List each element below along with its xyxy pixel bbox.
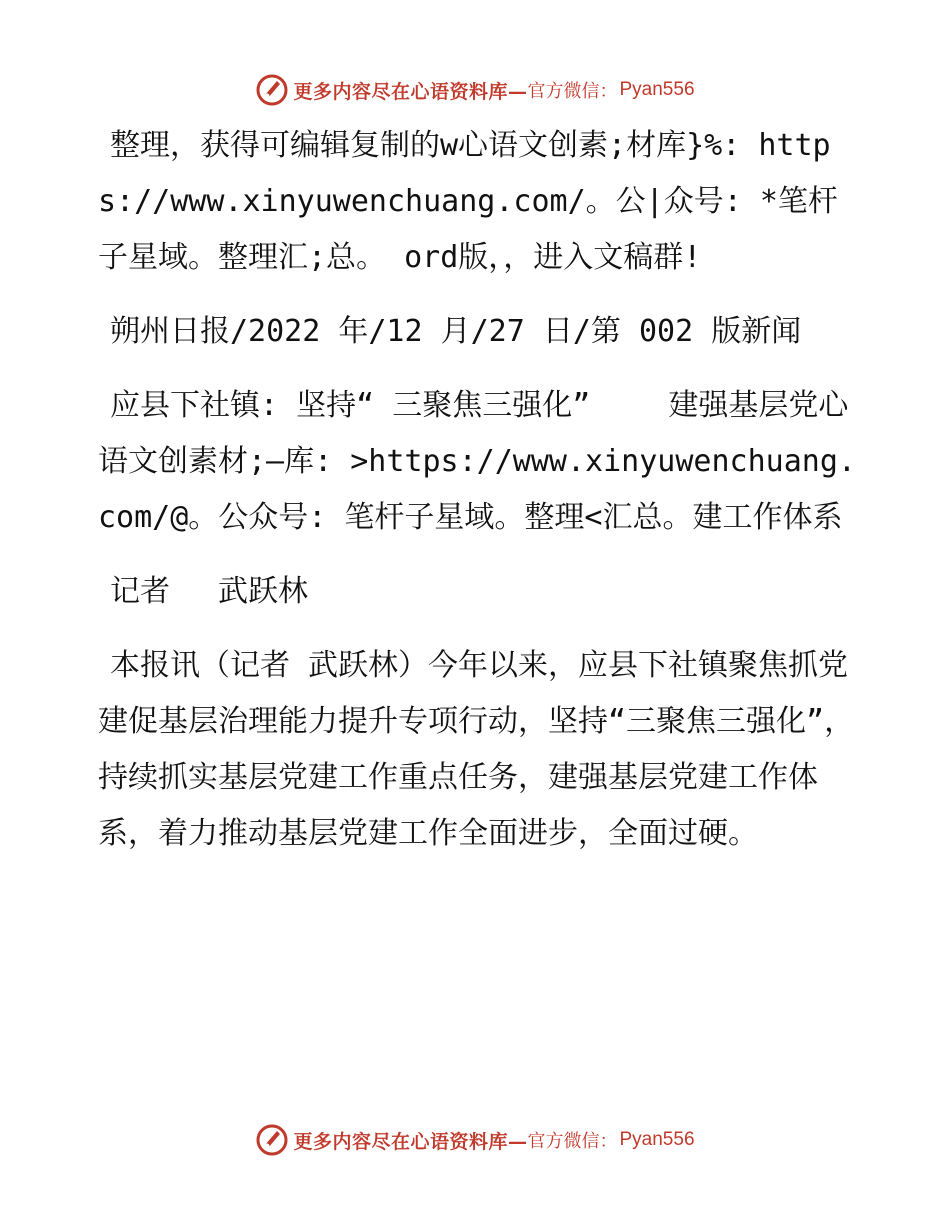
footer-banner: [0, 1122, 950, 1158]
paragraph-headline-text: 应县下社镇: 坚持“ 三聚焦三强化” 建强基层党心语文创素材;—库: >https://www.xinyuwenchuang.com/@。公众号: 笔杆子星域。整理<汇总。建工作体系: [98, 388, 856, 535]
banner-wechat-id: Pyan556: [619, 79, 695, 100]
banner-wechat-id: Pyan556: [619, 1129, 695, 1150]
banner-wechat-label: 官方微信：: [527, 81, 618, 102]
paragraph-body-text: 本报讯（记者 武跃林）今年以来，应县下社镇聚焦抓党建促基层治理能力提升专项行动，坚持“三聚焦三强化”，持续抓实基层党建工作重点任务，建强基层党建工作体系，着力推动基层党建工作全面进步，全面过硬。: [98, 648, 855, 851]
paragraph-reporter: [98, 564, 858, 620]
paragraph-intro-text: 整理，获得可编辑复制的w心语文创素;材库}%: https://www.xinyuwenchuang.com/。公|众号: *笔杆子星域。整理汇;总。 ord版，，进入文稿群!: [98, 128, 838, 275]
brand-logo-icon: [255, 73, 289, 107]
document-body: [98, 118, 858, 880]
paragraph-intro: [98, 118, 858, 286]
header-banner: [0, 72, 950, 108]
banner-wechat-label: 官方微信：: [527, 1131, 618, 1152]
paragraph-body: [98, 638, 858, 862]
paragraph-headline: [98, 378, 858, 546]
paragraph-reporter-text: 记者 武跃林: [110, 574, 309, 609]
paragraph-source: [98, 304, 858, 360]
brand-logo-icon: [255, 1123, 289, 1157]
banner-text: 更多内容尽在心语资料库—: [293, 80, 528, 103]
banner-text: 更多内容尽在心语资料库—: [293, 1130, 528, 1153]
paragraph-source-text: 朔州日报/2022 年/12 月/27 日/第 002 版新闻: [110, 314, 802, 349]
